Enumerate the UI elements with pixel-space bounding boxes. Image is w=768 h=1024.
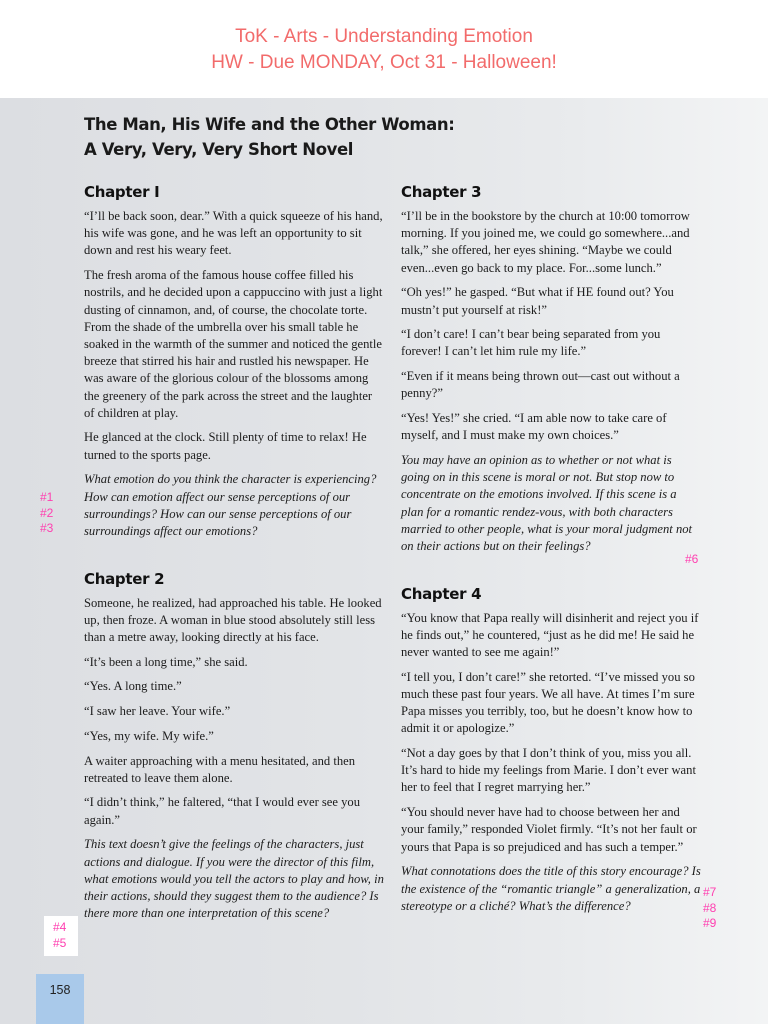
story-title-line-1: The Man, His Wife and the Other Woman: <box>84 115 455 134</box>
annotation-3: #3 <box>40 521 54 535</box>
chapter-3-question: You may have an opinion as to whether or not what is going on in this scene is moral or not. But stop now to concentrate on the emotions involved. If this scene is a plan for a romantic rendez-vous, with both characters married to other people, what is your moral judgment not on their actions but on their feelings? <box>401 452 693 553</box>
chapter-4-heading: Chapter 4 <box>401 584 482 603</box>
page-number: 158 <box>49 983 71 997</box>
annotation-7: #7 <box>703 885 717 899</box>
story-title-line-2: A Very, Very, Very Short Novel <box>84 140 354 159</box>
chapter-4-paragraph: “You know that Papa really will disinherit and reject you if he finds out,” he countered, “just as he did me! He said he never wanted to see me again!” <box>401 610 699 660</box>
chapter-4-question: What connotations does the title of this story encourage? Is the existence of the “romantic triangle” a generalization, a stereotype or a cliché? What’s the difference? <box>401 864 701 913</box>
chapter-2-heading: Chapter 2 <box>84 569 165 588</box>
annotation-group-1-3 <box>40 490 53 537</box>
annotation-group-7-9 <box>703 885 716 932</box>
annotation-group-4-5 <box>53 920 66 951</box>
chapter-4-paragraph: “I tell you, I don’t care!” she retorted. “I’ve missed you so much these past four years. We all have. At times I’m sure Papa misses you terribly, too, but he doesn’t know how to admit it or apologize.” <box>401 669 695 736</box>
assignment-header <box>0 0 768 98</box>
chapter-3-heading: Chapter 3 <box>401 183 482 201</box>
annotation-2: #2 <box>40 505 54 520</box>
chapter-1-heading: Chapter I <box>84 183 160 201</box>
chapter-4-paragraph: “Not a day goes by that I don’t think of you, miss you all. It’s hard to hide my feelings from Marie. I don’t ever want her to feel that I regret marrying her.” <box>401 746 696 795</box>
chapter-3-paragraph: “I don’t care! I can’t bear being separated from you forever! I can’t let him rule my life.” <box>401 327 661 359</box>
chapter-1-paragraph: “I’ll be back soon, dear.” With a quick squeeze of his hand, his wife was gone, and he was left an opportunity to sit down and rest his weary feet. <box>84 209 383 258</box>
annotation-5: #5 <box>53 935 67 950</box>
annotation-1: #1 <box>40 490 54 504</box>
page-number-tab <box>36 974 84 1024</box>
story-title <box>84 112 454 162</box>
chapter-2-paragraph: “It’s been a long time,” she said. <box>84 654 248 669</box>
chapter-1-question: What emotion do you think the character is experiencing? How can emotion affect our sense perceptions of our surroundings? How can our sense perceptions of our surroundings affect our emotions? <box>84 472 377 538</box>
header-line-2: HW - Due MONDAY, Oct 31 - Halloween! <box>211 52 557 73</box>
chapter-2-paragraph: “Yes, my wife. My wife.” <box>84 728 214 743</box>
chapter-2-paragraph: “I saw her leave. Your wife.” <box>84 704 231 719</box>
right-column <box>401 182 701 922</box>
chapter-2-paragraph: Someone, he realized, had approached his table. He looked up, then froze. A woman in blue stood absolutely still less than a metre away, looking directly at his face. <box>84 595 382 645</box>
chapter-2-paragraph: “Yes. A long time.” <box>84 679 182 694</box>
annotation-6: #6 <box>685 552 699 566</box>
chapter-1-paragraph: The fresh aroma of the famous house coffee filled his nostrils, and he decided upon a cappuccino with just a light dusting of cinnamon, and, of course, the chocolate torte. From the shade of the umbrella over his small table he soaked in the warmth of the summer and noticed the gentle breeze that stirred his hair and rustled his newspaper. He was aware of the glorious colour of the blossoms among the greenery of the park across the street and the laughter of children at play. <box>84 268 383 420</box>
chapter-3-paragraph: “Oh yes!” he gasped. “But what if HE found out? You mustn’t put yourself at risk!” <box>401 285 674 317</box>
chapter-3-paragraph: “Yes! Yes!” she cried. “I am able now to take care of myself, and I must make my own choices.” <box>401 411 667 443</box>
chapter-2-paragraph: “I didn’t think,” he faltered, “that I would ever see you again.” <box>84 795 361 827</box>
chapter-3-paragraph: “I’ll be in the bookstore by the church at 10:00 tomorrow morning. If you joined me, we could go somewhere...and talk,” she offered, her eyes shining. “Maybe we could even...even go back to my place. For...some lunch.” <box>401 209 690 275</box>
annotation-8: #8 <box>703 900 717 915</box>
header-line-1: ToK - Arts - Understanding Emotion <box>235 26 533 47</box>
chapter-4-paragraph: “You should never have had to choose between her and your family,” responded Violet firmly. “It’s not her fault or yours that Papa is so prejudiced and has such a temper.” <box>401 805 697 854</box>
annotation-9: #9 <box>703 916 717 930</box>
chapter-1-paragraph: He glanced at the clock. Still plenty of time to relax! He turned to the sports page. <box>84 430 367 462</box>
left-column <box>84 182 384 930</box>
annotation-group-6 <box>685 552 698 568</box>
annotation-4: #4 <box>53 920 67 934</box>
chapter-2-question: This text doesn’t give the feelings of the characters, just actions and dialogue. If you were the director of this film, what emotions would you tell the actors to play and how, in their actions, should they suggest them to the audience? Is there more than one interpretation of this scene? <box>84 837 384 921</box>
chapter-2-paragraph: A waiter approaching with a menu hesitated, and then retreated to leave them alone. <box>84 753 356 785</box>
chapter-3-paragraph: “Even if it means being thrown out—cast out without a penny?” <box>401 369 680 401</box>
